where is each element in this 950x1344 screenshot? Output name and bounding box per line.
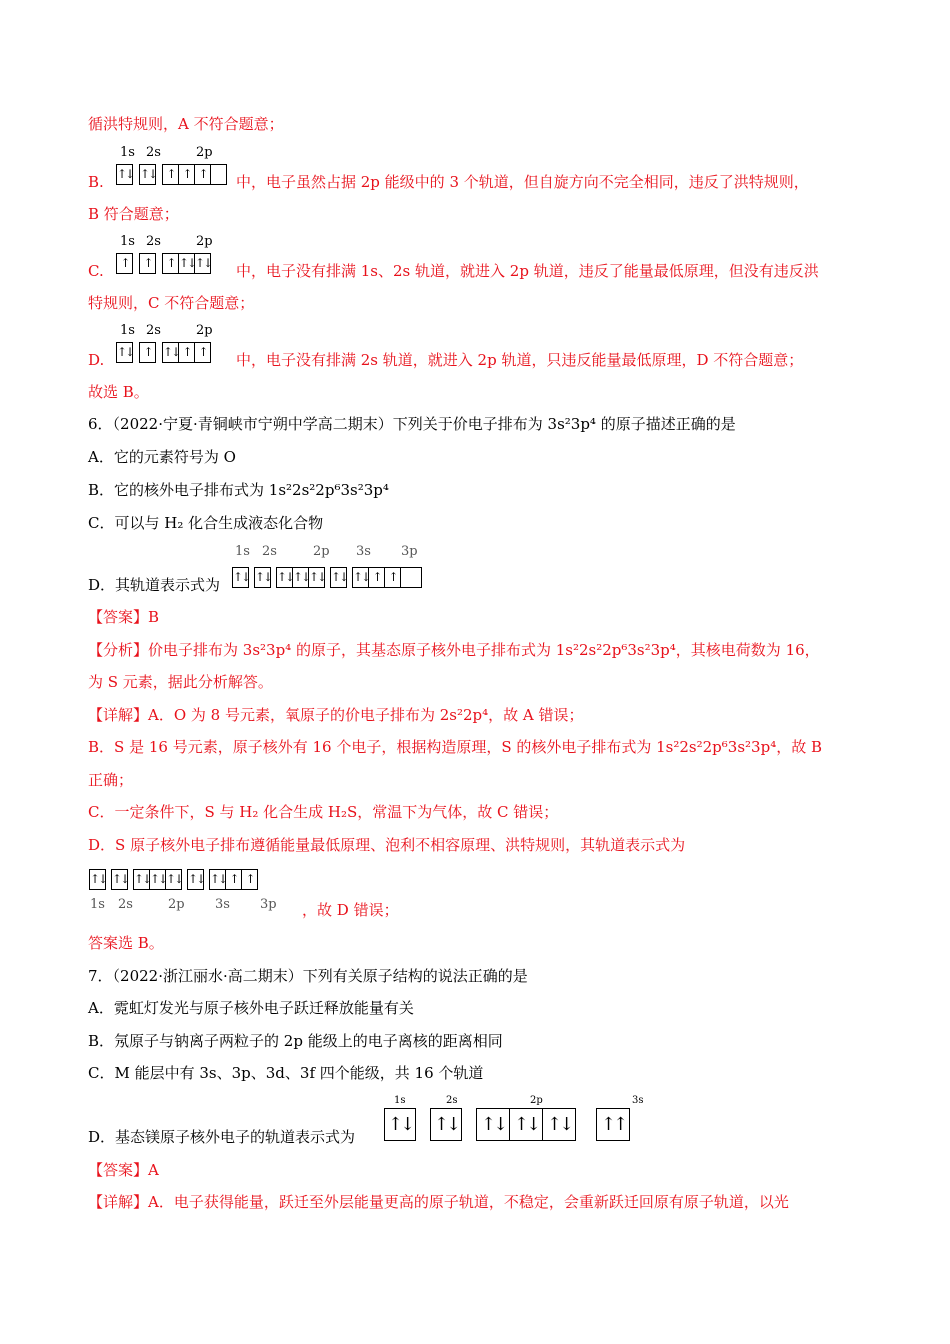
orbital-group	[111, 869, 128, 890]
orbital-box	[401, 568, 421, 587]
orbital-box: ↑↓	[188, 872, 205, 886]
orbital-group	[232, 567, 249, 588]
orbital-diagram-q7d	[384, 1108, 644, 1141]
q6-option-d: D．其轨道表示式为	[88, 576, 221, 594]
q7-option-c: C．M 能层中有 3s、3p、3d、3f 四个能级，共 16 个轨道	[88, 1064, 484, 1082]
orbital-group	[187, 869, 204, 890]
option-c-label: C.	[88, 262, 104, 280]
text-line: 故选 B。	[88, 383, 149, 401]
orbital-box: ↑↓	[387, 1114, 413, 1135]
question-6: 6．（2022·宁夏·青铜峡市宁朔中学高二期末）下列关于价电子排布为 3s²3p⁴ 的原子描述正确的是	[88, 415, 736, 433]
orbital-box: ↑↓	[210, 870, 226, 889]
orbital-box: ↑	[198, 345, 207, 359]
orbital-box: ↑↓	[510, 1109, 543, 1140]
orbital-box: ↑	[143, 256, 152, 270]
analysis-6: 【分析】价电子排布为 3s²3p⁴ 的原子，其基态原子核外电子排布式为 1s²2s²2p⁶3s²3p⁴，其核电荷数为 16，	[88, 641, 820, 659]
detail-7-a: 【详解】A．电子获得能量，跃迁至外层能量更高的原子轨道，不稳定，会重新跃迁回原有原子轨道，以光	[88, 1193, 789, 1211]
q6-option-c: C．可以与 H₂ 化合生成液态化合物	[88, 514, 324, 532]
orbital-box: ↑↓	[293, 568, 309, 587]
orbital-diagram-q6d	[232, 567, 428, 588]
orbital-box: ↑↓	[233, 570, 250, 584]
answer-7: 【答案】A	[88, 1161, 159, 1179]
orbital-group	[139, 253, 156, 274]
text-line: 特规则，C 不符合题意；	[88, 294, 255, 312]
orbital-box: ↑↓	[163, 343, 179, 362]
orbital-box: ↑↓	[117, 345, 134, 359]
orbital-diagram-c	[116, 253, 217, 274]
orbital-box: ↑↓	[117, 167, 134, 181]
text-line: B 符合题意；	[88, 205, 179, 223]
orbital-box	[211, 165, 226, 184]
orbital-box: ↑↓	[179, 254, 195, 273]
orbital-group	[116, 253, 133, 274]
detail-6-b: B．S 是 16 号元素，原子核外有 16 个电子，根据构造原理，S 的核外电子排布式为 1s²2s²2p⁶3s²3p⁴，故 B	[88, 738, 823, 756]
q6-option-a: A．它的元素符号为 O	[88, 448, 236, 466]
orbital-box: ↑↓	[353, 568, 369, 587]
orbital-box: ↑	[245, 872, 254, 886]
orbital-group	[276, 567, 325, 588]
q6-option-b: B．它的核外电子排布式为 1s²2s²2p⁶3s²3p⁴	[88, 481, 389, 499]
orbital-box: ↑↓	[140, 167, 157, 181]
detail-6-a: 【详解】A．O 为 8 号元素，氧原子的价电子排布为 2s²2p⁴，故 A 错误；	[88, 706, 584, 724]
orbital-box: ↑	[195, 165, 211, 184]
answer-6: 【答案】B	[88, 608, 160, 626]
question-7: 7．（2022·浙江丽水·高二期末）下列有关原子结构的说法正确的是	[88, 967, 528, 985]
orbital-group	[162, 342, 211, 363]
orbital-group	[254, 567, 271, 588]
option-d-label: D.	[88, 351, 105, 369]
orbital-box: ↑	[179, 165, 195, 184]
orbital-box: ↑	[369, 568, 385, 587]
text-line: 循洪特规则，A 不符合题意；	[88, 115, 284, 133]
orbital-group	[89, 869, 106, 890]
orbital-box: ↑	[179, 343, 195, 362]
q7-option-b: B．氖原子与钠离子两粒子的 2p 能级上的电子离核的距离相同	[88, 1032, 503, 1050]
orbital-group	[116, 164, 133, 185]
q7-option-d: D．基态镁原子核外电子的轨道表示式为	[88, 1128, 356, 1146]
orbital-box: ↑↓	[277, 568, 293, 587]
orbital-box: ↑	[143, 345, 152, 359]
detail-6-c: C．一定条件下，S 与 H₂ 化合生成 H₂S，常温下为气体，故 C 错误；	[88, 803, 559, 821]
orbital-box: ↑↓	[309, 570, 326, 584]
text-line: 中，电子虽然占据 2p 能级中的 3 个轨道，但自旋方向不完全相同，违反了洪特规则，	[236, 173, 809, 191]
answer-6-final: 答案选 B。	[88, 934, 164, 952]
orbital-group	[116, 342, 133, 363]
orbital-group	[330, 567, 347, 588]
orbital-box: ↑↑	[600, 1114, 626, 1135]
orbital-box: ↑↓	[477, 1109, 510, 1140]
orbital-diagram-d	[116, 342, 217, 363]
orbital-group	[430, 1108, 462, 1141]
orbital-box: ↑↓	[195, 256, 212, 270]
detail-6-b-cont: 正确；	[88, 771, 134, 789]
orbital-group	[133, 869, 182, 890]
orbital-diagram-detail6	[89, 869, 264, 890]
orbital-box: ↑↓	[150, 870, 166, 889]
q7-option-a: A．霓虹灯发光与原子核外电子跃迁释放能量有关	[88, 999, 414, 1017]
orbital-group	[162, 253, 211, 274]
orbital-group	[162, 164, 227, 185]
option-b-label: B.	[88, 173, 104, 191]
orbital-group	[139, 342, 156, 363]
orbital-box: ↑	[120, 256, 129, 270]
orbital-group	[209, 869, 258, 890]
orbital-group	[596, 1108, 630, 1141]
orbital-box: ↑	[385, 568, 401, 587]
orbital-box: ↑↓	[112, 872, 129, 886]
orbital-diagram-b	[116, 164, 233, 185]
orbital-box: ↑↓	[546, 1114, 572, 1135]
detail-6-d: D．S 原子核外电子排布遵循能量最低原理、泡利不相容原理、洪特规则，其轨道表示式为	[88, 836, 686, 854]
orbital-box: ↑↓	[166, 872, 183, 886]
orbital-box: ↑	[163, 165, 179, 184]
orbital-group	[384, 1108, 416, 1141]
orbital-box: ↑↓	[255, 570, 272, 584]
orbital-box: ↑↓	[433, 1114, 459, 1135]
orbital-group	[139, 164, 156, 185]
text-line: 中，电子没有排满 2s 轨道，就进入 2p 轨道，只违反能量最低原理，D 不符合题意；	[236, 351, 804, 369]
orbital-group	[476, 1108, 576, 1141]
orbital-box: ↑	[226, 870, 242, 889]
orbital-box: ↑↓	[90, 872, 107, 886]
text-line: ，故 D 错误；	[302, 901, 399, 919]
orbital-box: ↑↓	[331, 570, 348, 584]
orbital-box: ↑↓	[134, 870, 150, 889]
analysis-6-cont: 为 S 元素，据此分析解答。	[88, 673, 273, 691]
orbital-group	[352, 567, 422, 588]
orbital-box: ↑	[163, 254, 179, 273]
text-line: 中，电子没有排满 1s、2s 轨道，就进入 2p 轨道，违反了能量最低原理，但没有违反洪	[236, 262, 819, 280]
